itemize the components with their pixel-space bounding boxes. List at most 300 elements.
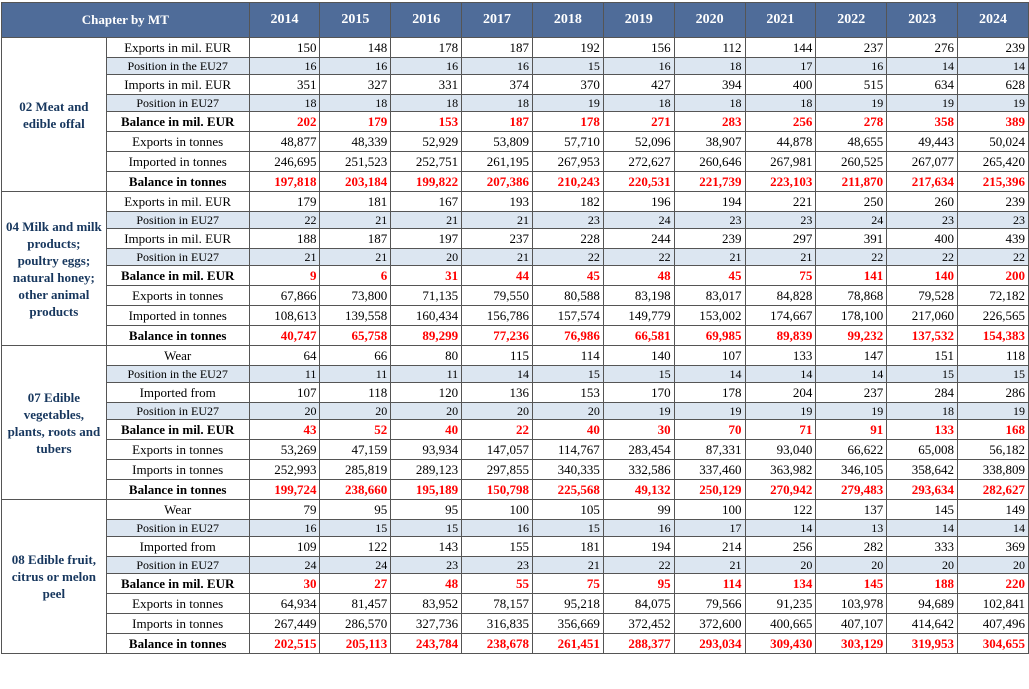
table-cell: 400 bbox=[887, 229, 958, 249]
table-cell: 289,123 bbox=[391, 460, 462, 480]
table-cell: 153 bbox=[532, 383, 603, 403]
chapter-label: 02 Meat and edible offal bbox=[2, 38, 107, 192]
table-cell: 293,034 bbox=[674, 634, 745, 654]
row-label: Imports in tonnes bbox=[106, 460, 249, 480]
table-cell: 114 bbox=[532, 346, 603, 366]
table-cell: 14 bbox=[958, 520, 1029, 537]
table-cell: 19 bbox=[887, 95, 958, 112]
table-cell: 256 bbox=[745, 537, 816, 557]
table-cell: 250 bbox=[816, 192, 887, 212]
table-cell: 239 bbox=[958, 192, 1029, 212]
row-label: Exports in tonnes bbox=[106, 594, 249, 614]
row-label: Position in EU27 bbox=[106, 520, 249, 537]
table-cell: 515 bbox=[816, 75, 887, 95]
row-label: Position in EU27 bbox=[106, 557, 249, 574]
table-cell: 151 bbox=[887, 346, 958, 366]
table-cell: 15 bbox=[532, 58, 603, 75]
table-cell: 24 bbox=[603, 212, 674, 229]
table-cell: 634 bbox=[887, 75, 958, 95]
table-cell: 284 bbox=[887, 383, 958, 403]
table-cell: 19 bbox=[603, 403, 674, 420]
table-cell: 168 bbox=[958, 420, 1029, 440]
table-cell: 100 bbox=[674, 500, 745, 520]
table-cell: 23 bbox=[958, 212, 1029, 229]
table-row bbox=[2, 266, 1029, 286]
table-cell: 18 bbox=[462, 95, 533, 112]
table-cell: 133 bbox=[745, 346, 816, 366]
table-row bbox=[2, 383, 1029, 403]
table-cell: 95 bbox=[320, 500, 391, 520]
table-cell: 118 bbox=[320, 383, 391, 403]
table-cell: 182 bbox=[532, 192, 603, 212]
table-row bbox=[2, 346, 1029, 366]
table-cell: 22 bbox=[887, 249, 958, 266]
table-cell: 93,934 bbox=[391, 440, 462, 460]
row-label: Position in the EU27 bbox=[106, 58, 249, 75]
table-cell: 75 bbox=[532, 574, 603, 594]
corner-header: Chapter by MT bbox=[2, 3, 250, 38]
table-cell: 370 bbox=[532, 75, 603, 95]
table-row bbox=[2, 152, 1029, 172]
table-cell: 239 bbox=[674, 229, 745, 249]
table-cell: 108,613 bbox=[249, 306, 320, 326]
table-cell: 89,299 bbox=[391, 326, 462, 346]
table-cell: 153 bbox=[391, 112, 462, 132]
table-cell: 214 bbox=[674, 537, 745, 557]
table-cell: 105 bbox=[532, 500, 603, 520]
table-cell: 187 bbox=[462, 38, 533, 58]
table-cell: 149 bbox=[958, 500, 1029, 520]
table-cell: 57,710 bbox=[532, 132, 603, 152]
table-cell: 261,195 bbox=[462, 152, 533, 172]
table-cell: 22 bbox=[532, 249, 603, 266]
table-cell: 65,758 bbox=[320, 326, 391, 346]
chapter-label: 08 Edible fruit, citrus or melon peel bbox=[2, 500, 107, 654]
table-cell: 78,157 bbox=[462, 594, 533, 614]
table-cell: 40 bbox=[391, 420, 462, 440]
table-cell: 327,736 bbox=[391, 614, 462, 634]
table-cell: 256 bbox=[745, 112, 816, 132]
table-row bbox=[2, 594, 1029, 614]
table-cell: 178 bbox=[391, 38, 462, 58]
table-cell: 21 bbox=[532, 557, 603, 574]
table-cell: 282 bbox=[816, 537, 887, 557]
table-row bbox=[2, 520, 1029, 537]
table-cell: 14 bbox=[816, 366, 887, 383]
table-cell: 15 bbox=[532, 366, 603, 383]
year-header: 2016 bbox=[391, 3, 462, 38]
year-header: 2024 bbox=[958, 3, 1029, 38]
table-cell: 76,986 bbox=[532, 326, 603, 346]
table-cell: 84,075 bbox=[603, 594, 674, 614]
table-cell: 20 bbox=[745, 557, 816, 574]
table-cell: 261,451 bbox=[532, 634, 603, 654]
table-cell: 267,077 bbox=[887, 152, 958, 172]
table-cell: 297 bbox=[745, 229, 816, 249]
row-label: Exports in tonnes bbox=[106, 132, 249, 152]
row-label: Position in the EU27 bbox=[106, 366, 249, 383]
table-cell: 147,057 bbox=[462, 440, 533, 460]
table-cell: 226,565 bbox=[958, 306, 1029, 326]
table-cell: 145 bbox=[887, 500, 958, 520]
table-cell: 93,040 bbox=[745, 440, 816, 460]
table-cell: 267,981 bbox=[745, 152, 816, 172]
table-row bbox=[2, 420, 1029, 440]
table-cell: 16 bbox=[603, 520, 674, 537]
table-cell: 188 bbox=[887, 574, 958, 594]
table-cell: 50,024 bbox=[958, 132, 1029, 152]
table-cell: 252,751 bbox=[391, 152, 462, 172]
table-cell: 30 bbox=[603, 420, 674, 440]
table-cell: 52,096 bbox=[603, 132, 674, 152]
row-label: Exports in tonnes bbox=[106, 286, 249, 306]
table-cell: 297,855 bbox=[462, 460, 533, 480]
table-cell: 20 bbox=[462, 403, 533, 420]
row-label: Wear bbox=[106, 500, 249, 520]
table-cell: 285,819 bbox=[320, 460, 391, 480]
table-cell: 107 bbox=[674, 346, 745, 366]
table-cell: 44 bbox=[462, 266, 533, 286]
table-cell: 23 bbox=[462, 557, 533, 574]
table-cell: 238,660 bbox=[320, 480, 391, 500]
table-cell: 71 bbox=[745, 420, 816, 440]
year-header: 2022 bbox=[816, 3, 887, 38]
table-cell: 17 bbox=[745, 58, 816, 75]
table-cell: 210,243 bbox=[532, 172, 603, 192]
table-cell: 120 bbox=[391, 383, 462, 403]
table-cell: 187 bbox=[320, 229, 391, 249]
table-cell: 174,667 bbox=[745, 306, 816, 326]
table-cell: 239 bbox=[958, 38, 1029, 58]
table-row bbox=[2, 366, 1029, 383]
table-cell: 20 bbox=[249, 403, 320, 420]
table-cell: 23 bbox=[391, 557, 462, 574]
table-cell: 14 bbox=[745, 366, 816, 383]
table-cell: 154,383 bbox=[958, 326, 1029, 346]
table-cell: 13 bbox=[816, 520, 887, 537]
table-cell: 44,878 bbox=[745, 132, 816, 152]
table-cell: 187 bbox=[462, 112, 533, 132]
table-cell: 304,655 bbox=[958, 634, 1029, 654]
table-cell: 414,642 bbox=[887, 614, 958, 634]
table-cell: 79,566 bbox=[674, 594, 745, 614]
table-cell: 178,100 bbox=[816, 306, 887, 326]
table-cell: 149,779 bbox=[603, 306, 674, 326]
table-cell: 20 bbox=[391, 249, 462, 266]
row-label: Balance in mil. EUR bbox=[106, 112, 249, 132]
table-cell: 140 bbox=[603, 346, 674, 366]
table-cell: 19 bbox=[958, 403, 1029, 420]
table-cell: 112 bbox=[674, 38, 745, 58]
table-cell: 137,532 bbox=[887, 326, 958, 346]
table-cell: 202,515 bbox=[249, 634, 320, 654]
table-row bbox=[2, 75, 1029, 95]
table-cell: 332,586 bbox=[603, 460, 674, 480]
table-cell: 217,060 bbox=[887, 306, 958, 326]
table-cell: 71,135 bbox=[391, 286, 462, 306]
table-cell: 15 bbox=[958, 366, 1029, 383]
table-cell: 267,449 bbox=[249, 614, 320, 634]
table-cell: 87,331 bbox=[674, 440, 745, 460]
table-cell: 16 bbox=[816, 58, 887, 75]
table-cell: 195,189 bbox=[391, 480, 462, 500]
chapter-label: 07 Edible vegetables, plants, roots and tubers bbox=[2, 346, 107, 500]
table-cell: 137 bbox=[816, 500, 887, 520]
table-cell: 309,430 bbox=[745, 634, 816, 654]
table-cell: 228 bbox=[532, 229, 603, 249]
table-cell: 237 bbox=[462, 229, 533, 249]
table-cell: 358,642 bbox=[887, 460, 958, 480]
table-cell: 122 bbox=[320, 537, 391, 557]
table-cell: 278 bbox=[816, 112, 887, 132]
table-cell: 21 bbox=[320, 212, 391, 229]
table-cell: 279,483 bbox=[816, 480, 887, 500]
table-cell: 157,574 bbox=[532, 306, 603, 326]
table-cell: 351 bbox=[249, 75, 320, 95]
table-cell: 14 bbox=[462, 366, 533, 383]
table-cell: 20 bbox=[532, 403, 603, 420]
table-cell: 24 bbox=[320, 557, 391, 574]
row-label: Imports in mil. EUR bbox=[106, 75, 249, 95]
table-cell: 55 bbox=[462, 574, 533, 594]
table-cell: 56,182 bbox=[958, 440, 1029, 460]
table-cell: 260 bbox=[887, 192, 958, 212]
table-cell: 38,907 bbox=[674, 132, 745, 152]
table-cell: 40 bbox=[532, 420, 603, 440]
table-cell: 72,182 bbox=[958, 286, 1029, 306]
table-cell: 15 bbox=[320, 520, 391, 537]
table-cell: 179 bbox=[249, 192, 320, 212]
table-cell: 77,236 bbox=[462, 326, 533, 346]
table-row bbox=[2, 460, 1029, 480]
row-label: Exports in mil. EUR bbox=[106, 38, 249, 58]
table-cell: 303,129 bbox=[816, 634, 887, 654]
table-cell: 197 bbox=[391, 229, 462, 249]
table-cell: 20 bbox=[887, 557, 958, 574]
row-label: Position in EU27 bbox=[106, 403, 249, 420]
table-row bbox=[2, 557, 1029, 574]
table-cell: 17 bbox=[674, 520, 745, 537]
table-cell: 67,866 bbox=[249, 286, 320, 306]
table-cell: 346,105 bbox=[816, 460, 887, 480]
table-row bbox=[2, 634, 1029, 654]
table-cell: 45 bbox=[674, 266, 745, 286]
table-cell: 19 bbox=[674, 403, 745, 420]
header-row bbox=[2, 3, 1029, 38]
table-cell: 107 bbox=[249, 383, 320, 403]
table-cell: 20 bbox=[391, 403, 462, 420]
table-cell: 179 bbox=[320, 112, 391, 132]
row-label: Exports in mil. EUR bbox=[106, 192, 249, 212]
table-cell: 167 bbox=[391, 192, 462, 212]
row-label: Imports in mil. EUR bbox=[106, 229, 249, 249]
table-cell: 15 bbox=[391, 520, 462, 537]
table-cell: 202 bbox=[249, 112, 320, 132]
table-cell: 66,622 bbox=[816, 440, 887, 460]
table-cell: 199,724 bbox=[249, 480, 320, 500]
table-cell: 14 bbox=[887, 520, 958, 537]
table-cell: 18 bbox=[745, 95, 816, 112]
table-cell: 114,767 bbox=[532, 440, 603, 460]
table-cell: 160,434 bbox=[391, 306, 462, 326]
table-cell: 48 bbox=[603, 266, 674, 286]
table-cell: 99,232 bbox=[816, 326, 887, 346]
table-cell: 45 bbox=[532, 266, 603, 286]
table-cell: 136 bbox=[462, 383, 533, 403]
table-cell: 271 bbox=[603, 112, 674, 132]
row-label: Balance in tonnes bbox=[106, 326, 249, 346]
year-header: 2017 bbox=[462, 3, 533, 38]
table-cell: 199,822 bbox=[391, 172, 462, 192]
table-cell: 372,600 bbox=[674, 614, 745, 634]
table-cell: 99 bbox=[603, 500, 674, 520]
row-label: Imported in tonnes bbox=[106, 152, 249, 172]
table-cell: 400 bbox=[745, 75, 816, 95]
table-cell: 250,129 bbox=[674, 480, 745, 500]
table-cell: 356,669 bbox=[532, 614, 603, 634]
table-cell: 79 bbox=[249, 500, 320, 520]
chapter-label: 04 Milk and milk products; poultry eggs; natural honey; other animal products bbox=[2, 192, 107, 346]
table-cell: 23 bbox=[674, 212, 745, 229]
table-cell: 215,396 bbox=[958, 172, 1029, 192]
table-cell: 333 bbox=[887, 537, 958, 557]
row-label: Imported from bbox=[106, 537, 249, 557]
table-cell: 49,443 bbox=[887, 132, 958, 152]
table-cell: 21 bbox=[462, 249, 533, 266]
table-cell: 70 bbox=[674, 420, 745, 440]
row-label: Balance in mil. EUR bbox=[106, 574, 249, 594]
table-cell: 197,818 bbox=[249, 172, 320, 192]
row-label: Balance in tonnes bbox=[106, 634, 249, 654]
table-cell: 79,528 bbox=[887, 286, 958, 306]
table-cell: 319,953 bbox=[887, 634, 958, 654]
table-cell: 48,339 bbox=[320, 132, 391, 152]
table-cell: 439 bbox=[958, 229, 1029, 249]
table-row bbox=[2, 172, 1029, 192]
table-cell: 14 bbox=[674, 366, 745, 383]
table-cell: 193 bbox=[462, 192, 533, 212]
table-cell: 400,665 bbox=[745, 614, 816, 634]
table-cell: 211,870 bbox=[816, 172, 887, 192]
year-header: 2023 bbox=[887, 3, 958, 38]
table-cell: 21 bbox=[249, 249, 320, 266]
row-label: Imported in tonnes bbox=[106, 306, 249, 326]
table-cell: 374 bbox=[462, 75, 533, 95]
table-cell: 407,107 bbox=[816, 614, 887, 634]
table-cell: 21 bbox=[320, 249, 391, 266]
table-cell: 103,978 bbox=[816, 594, 887, 614]
table-cell: 16 bbox=[462, 520, 533, 537]
table-cell: 83,952 bbox=[391, 594, 462, 614]
year-header: 2021 bbox=[745, 3, 816, 38]
table-cell: 286 bbox=[958, 383, 1029, 403]
table-cell: 188 bbox=[249, 229, 320, 249]
year-header: 2018 bbox=[532, 3, 603, 38]
row-label: Balance in mil. EUR bbox=[106, 420, 249, 440]
row-label: Balance in mil. EUR bbox=[106, 266, 249, 286]
table-cell: 15 bbox=[887, 366, 958, 383]
table-cell: 95,218 bbox=[532, 594, 603, 614]
table-cell: 23 bbox=[745, 212, 816, 229]
table-row bbox=[2, 192, 1029, 212]
table-cell: 11 bbox=[249, 366, 320, 383]
table-cell: 427 bbox=[603, 75, 674, 95]
table-row bbox=[2, 614, 1029, 634]
table-cell: 19 bbox=[532, 95, 603, 112]
table-cell: 16 bbox=[462, 58, 533, 75]
table-cell: 22 bbox=[603, 557, 674, 574]
table-cell: 139,558 bbox=[320, 306, 391, 326]
table-cell: 238,678 bbox=[462, 634, 533, 654]
table-cell: 16 bbox=[249, 58, 320, 75]
table-cell: 19 bbox=[958, 95, 1029, 112]
table-cell: 95 bbox=[603, 574, 674, 594]
table-cell: 181 bbox=[532, 537, 603, 557]
table-cell: 394 bbox=[674, 75, 745, 95]
table-cell: 18 bbox=[674, 95, 745, 112]
table-cell: 244 bbox=[603, 229, 674, 249]
table-cell: 391 bbox=[816, 229, 887, 249]
table-cell: 150 bbox=[249, 38, 320, 58]
table-cell: 23 bbox=[532, 212, 603, 229]
table-cell: 100 bbox=[462, 500, 533, 520]
row-label: Imports in tonnes bbox=[106, 614, 249, 634]
table-cell: 53,809 bbox=[462, 132, 533, 152]
table-cell: 53,269 bbox=[249, 440, 320, 460]
table-cell: 282,627 bbox=[958, 480, 1029, 500]
table-row bbox=[2, 249, 1029, 266]
table-cell: 251,523 bbox=[320, 152, 391, 172]
trade-table bbox=[1, 2, 1029, 654]
table-cell: 48 bbox=[391, 574, 462, 594]
table-row bbox=[2, 229, 1029, 249]
table-cell: 52,929 bbox=[391, 132, 462, 152]
table-cell: 30 bbox=[249, 574, 320, 594]
table-cell: 16 bbox=[249, 520, 320, 537]
table-cell: 272,627 bbox=[603, 152, 674, 172]
table-cell: 140 bbox=[887, 266, 958, 286]
table-cell: 372,452 bbox=[603, 614, 674, 634]
table-cell: 64,934 bbox=[249, 594, 320, 614]
table-cell: 156 bbox=[603, 38, 674, 58]
table-cell: 204 bbox=[745, 383, 816, 403]
table-cell: 83,017 bbox=[674, 286, 745, 306]
table-cell: 147 bbox=[816, 346, 887, 366]
table-cell: 24 bbox=[249, 557, 320, 574]
table-cell: 363,982 bbox=[745, 460, 816, 480]
table-cell: 9 bbox=[249, 266, 320, 286]
table-cell: 94,689 bbox=[887, 594, 958, 614]
table-row bbox=[2, 112, 1029, 132]
row-label: Exports in tonnes bbox=[106, 440, 249, 460]
table-cell: 75 bbox=[745, 266, 816, 286]
table-cell: 181 bbox=[320, 192, 391, 212]
table-cell: 66 bbox=[320, 346, 391, 366]
table-cell: 22 bbox=[816, 249, 887, 266]
table-cell: 21 bbox=[674, 249, 745, 266]
table-cell: 338,809 bbox=[958, 460, 1029, 480]
table-row bbox=[2, 95, 1029, 112]
table-cell: 217,634 bbox=[887, 172, 958, 192]
table-cell: 52 bbox=[320, 420, 391, 440]
table-cell: 73,800 bbox=[320, 286, 391, 306]
table-cell: 286,570 bbox=[320, 614, 391, 634]
table-cell: 243,784 bbox=[391, 634, 462, 654]
table-cell: 21 bbox=[462, 212, 533, 229]
trade-table-container bbox=[1, 2, 1029, 654]
table-cell: 358 bbox=[887, 112, 958, 132]
table-cell: 283 bbox=[674, 112, 745, 132]
